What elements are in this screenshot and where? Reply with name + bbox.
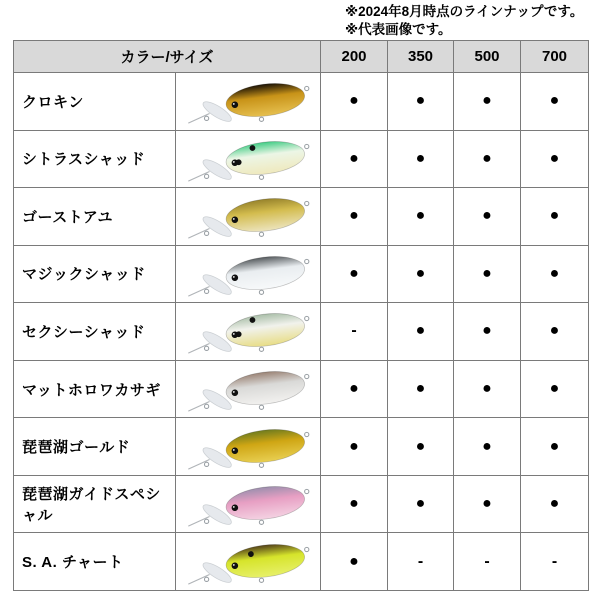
lure-name: 琵琶湖ゴールド [14,418,176,476]
header-size-700: 700 [521,41,589,73]
availability-cell-500: ● [454,245,521,303]
lure-name: マジックシャッド [14,245,176,303]
lure-image-cell [176,475,321,533]
availability-cell-700: ● [521,245,589,303]
table-row [14,533,589,591]
table-row [14,418,589,476]
lure-image-cell [176,130,321,188]
availability-cell-350: ● [388,73,454,131]
table-row [14,303,589,361]
header-size-500: 500 [454,41,521,73]
lure-illustration [179,248,317,300]
availability-cell-500: ● [454,475,521,533]
availability-cell-200: ● [321,360,388,418]
availability-cell-700: ● [521,303,589,361]
table-row [14,73,589,131]
header-size-350: 350 [388,41,454,73]
availability-cell-350: ● [388,245,454,303]
availability-cell-200: ● [321,418,388,476]
availability-cell-700: ● [521,475,589,533]
availability-cell-350: ● [388,475,454,533]
availability-cell-500: ● [454,73,521,131]
availability-cell-500: ● [454,360,521,418]
header-color-size: カラー/サイズ [14,41,321,73]
notes [345,3,583,39]
availability-cell-200: - [321,303,388,361]
lure-name: S. A. チャート [14,533,176,591]
lure-image-cell [176,533,321,591]
availability-cell-350: ● [388,188,454,246]
table-row [14,360,589,418]
lure-image-cell [176,418,321,476]
lure-image-cell [176,360,321,418]
lure-name: シトラスシャッド [14,130,176,188]
header-size-200: 200 [321,41,388,73]
lure-name: 琵琶湖ガイドスペシャル [14,475,176,533]
availability-cell-500: - [454,533,521,591]
lure-name: マットホロワカサギ [14,360,176,418]
availability-cell-200: ● [321,188,388,246]
availability-cell-350: ● [388,418,454,476]
lure-image-cell [176,188,321,246]
lineup-table [13,40,589,591]
availability-cell-200: ● [321,73,388,131]
note-line-1: ※2024年8月時点のラインナップです。 [345,4,584,19]
lure-illustration [179,421,317,473]
lure-illustration [179,478,317,530]
lure-name: ゴーストアユ [14,188,176,246]
availability-cell-200: ● [321,475,388,533]
note-line-2: ※代表画像です。 [345,21,452,37]
header-row [14,41,589,73]
table-row [14,245,589,303]
lure-illustration [179,75,317,127]
lure-image-cell [176,73,321,131]
availability-cell-700: ● [521,418,589,476]
availability-cell-500: ● [454,418,521,476]
lure-illustration [179,190,317,242]
availability-cell-500: ● [454,188,521,246]
lure-illustration [179,133,317,185]
table-row [14,188,589,246]
availability-cell-200: ● [321,245,388,303]
availability-cell-350: ● [388,130,454,188]
lure-name: クロキン [14,73,176,131]
availability-cell-500: ● [454,303,521,361]
availability-cell-500: ● [454,130,521,188]
availability-cell-700: ● [521,188,589,246]
availability-cell-350: ● [388,303,454,361]
lure-image-cell [176,303,321,361]
availability-cell-200: ● [321,533,388,591]
availability-cell-700: ● [521,73,589,131]
table-row [14,475,589,533]
availability-cell-350: ● [388,360,454,418]
availability-cell-200: ● [321,130,388,188]
lure-illustration [179,363,317,415]
availability-cell-700: - [521,533,589,591]
lure-illustration [179,305,317,357]
availability-cell-350: - [388,533,454,591]
table-row [14,130,589,188]
lure-illustration [179,536,317,588]
lure-image-cell [176,245,321,303]
availability-cell-700: ● [521,360,589,418]
lure-name: セクシーシャッド [14,303,176,361]
availability-cell-700: ● [521,130,589,188]
